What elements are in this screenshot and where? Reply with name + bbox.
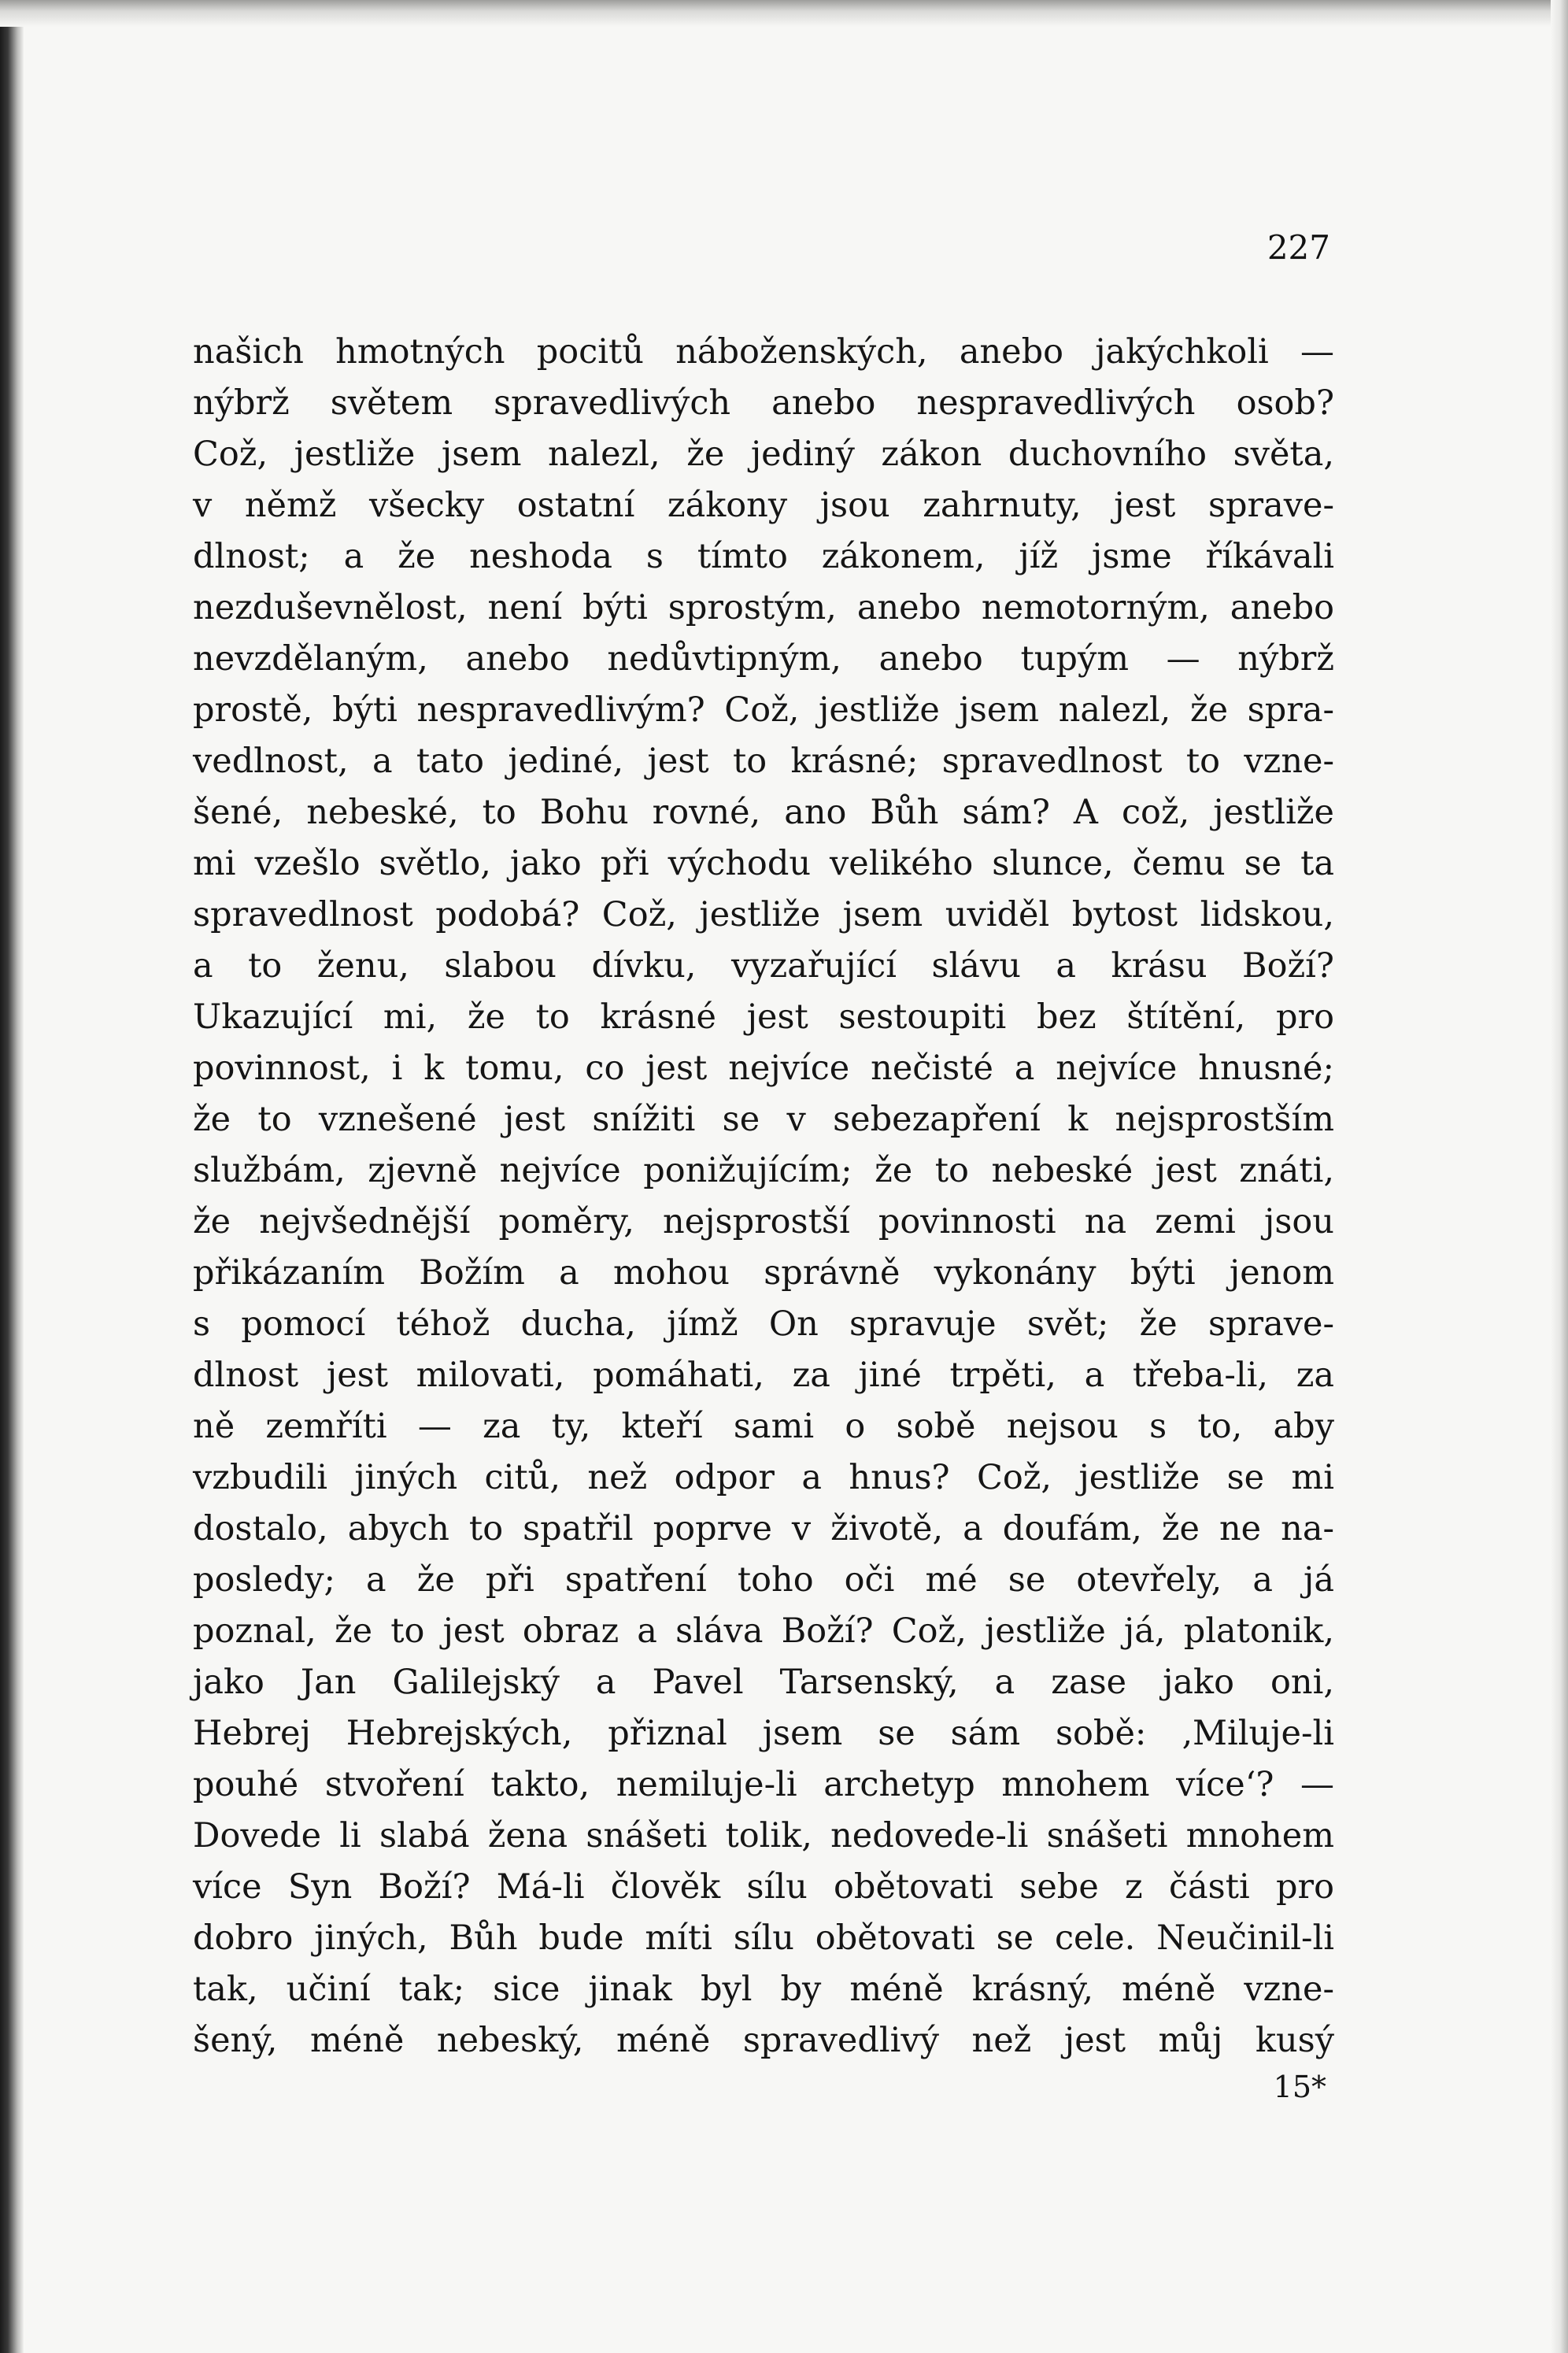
right-page-edge	[1551, 0, 1568, 2353]
text-line: Hebrej Hebrejských, přiznal jsem se sám sobě: ‚Miluje-li	[193, 1714, 1334, 1753]
text-line: a to ženu, slabou dívku, vyzařující slávu a krásu Boží?	[193, 946, 1334, 986]
text-line: dlnost jest milovati, pomáhati, za jiné trpěti, a třeba-li, za	[193, 1356, 1334, 1395]
page-number: 227	[1267, 228, 1330, 267]
text-line: mi vzešlo světlo, jako při východu velikého slunce, čemu se ta	[193, 844, 1334, 883]
text-line: poznal, že to jest obraz a sláva Boží? Což, jestliže já, platonik,	[193, 1611, 1334, 1651]
text-line: šené, nebeské, to Bohu rovné, ano Bůh sám? A což, jestliže	[193, 793, 1334, 832]
text-line: že nejvšednější poměry, nejsprostší povinnosti na zemi jsou	[193, 1202, 1334, 1241]
text-line: s pomocí téhož ducha, jímž On spravuje svět; že sprave-	[193, 1304, 1334, 1344]
text-line: pouhé stvoření takto, nemiluje-li archetyp mnohem více‘? —	[193, 1765, 1334, 1804]
text-line: povinnost, i k tomu, co jest nejvíce nečisté a nejvíce hnusné;	[193, 1049, 1334, 1088]
text-line: tak, učiní tak; sice jinak byl by méně krásný, méně vzne-	[193, 1970, 1334, 2009]
text-line: více Syn Boží? Má-li člověk sílu obětovati sebe z části pro	[193, 1867, 1334, 1907]
text-line: vzbudili jiných citů, než odpor a hnus? Což, jestliže se mi	[193, 1458, 1334, 1497]
top-edge-shadow	[0, 0, 1568, 27]
text-line: nezduševnělost, není býti sprostým, anebo nemotorným, anebo	[193, 588, 1334, 627]
text-line: prostě, býti nespravedlivým? Což, jestliže jsem nalezl, že spra-	[193, 690, 1334, 730]
text-line: Dovede li slabá žena snášeti tolik, nedovede-li snášeti mnohem	[193, 1816, 1334, 1855]
text-line: šený, méně nebeský, méně spravedlivý než jest můj kusý	[193, 2021, 1334, 2060]
text-line: že to vznešené jest snížiti se v sebezapření k nejsprostším	[193, 1100, 1334, 1139]
text-line: Což, jestliže jsem nalezl, že jediný zákon duchovního světa,	[193, 435, 1334, 474]
text-line: nýbrž světem spravedlivých anebo nespravedlivých osob?	[193, 383, 1334, 423]
text-line: v němž všecky ostatní zákony jsou zahrnuty, jest sprave-	[193, 486, 1334, 525]
printer-signature-mark: 15*	[1273, 2070, 1326, 2104]
text-line: dlnost; a že neshoda s tímto zákonem, jíž jsme říkávali	[193, 537, 1334, 576]
text-line: dobro jiných, Bůh bude míti sílu obětovati se cele. Neučinil-li	[193, 1918, 1334, 1958]
binding-shadow	[0, 0, 24, 2353]
body-text	[193, 327, 1334, 2066]
text-line: Ukazující mi, že to krásné jest sestoupiti bez štítění, pro	[193, 997, 1334, 1037]
text-line: vedlnost, a tato jediné, jest to krásné; spravedlnost to vzne-	[193, 742, 1334, 781]
text-line: dostalo, abych to spatřil poprve v životě, a doufám, že ne na-	[193, 1509, 1334, 1548]
text-line: spravedlnost podobá? Což, jestliže jsem uviděl bytost lidskou,	[193, 895, 1334, 934]
text-line: jako Jan Galilejský a Pavel Tarsenský, a zase jako oni,	[193, 1663, 1334, 1702]
text-line: posledy; a že při spatření toho oči mé se otevřely, a já	[193, 1560, 1334, 1600]
text-line: našich hmotných pocitů náboženských, anebo jakýchkoli —	[193, 332, 1334, 372]
text-line: přikázaním Božím a mohou správně vykonány býti jenom	[193, 1253, 1334, 1293]
text-line: službám, zjevně nejvíce ponižujícím; že to nebeské jest znáti,	[193, 1151, 1334, 1190]
text-line: nevzdělaným, anebo nedůvtipným, anebo tupým — nýbrž	[193, 639, 1334, 679]
text-line: ně zemříti — za ty, kteří sami o sobě nejsou s to, aby	[193, 1407, 1334, 1446]
